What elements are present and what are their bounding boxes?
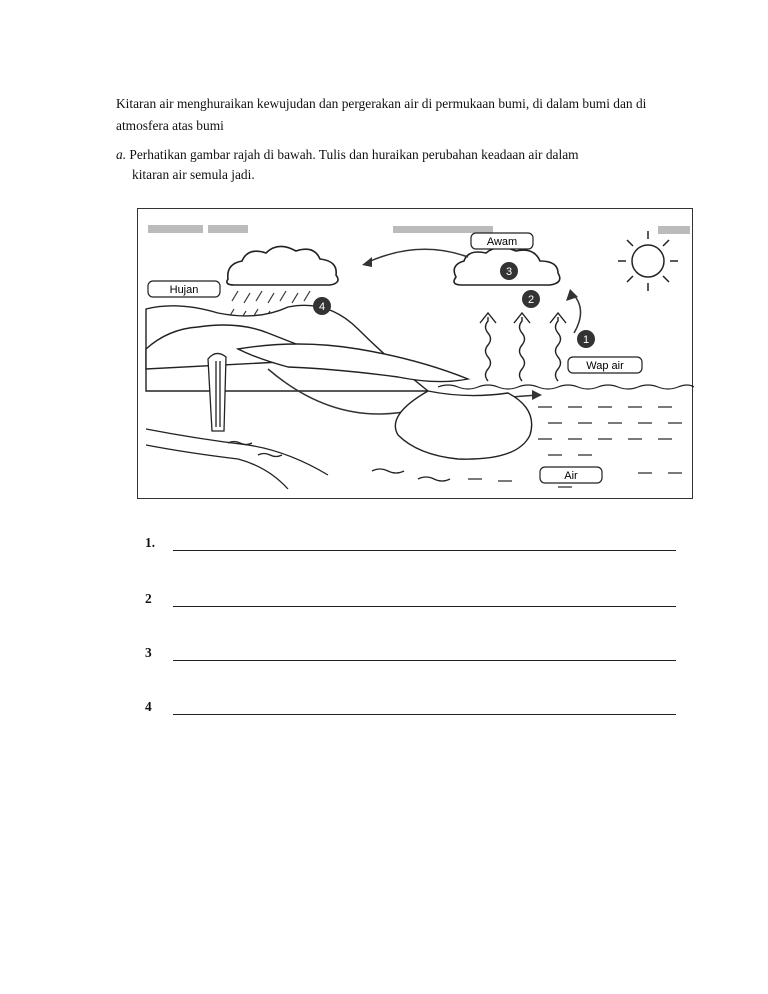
answer-number: 2 [145,591,152,606]
question-a [116,145,696,185]
answer-line-4[interactable] [173,714,676,715]
answer-row-1 [145,535,677,557]
sun-icon [618,231,678,291]
mountains [146,305,468,391]
answer-row-4 [145,699,677,721]
label-air [540,467,602,483]
question-line-2: kitaran air semula jadi. [132,167,255,182]
rain-cloud-icon [227,246,338,285]
answer-number: 1. [145,535,156,550]
condensation-arrowhead [362,257,372,267]
answer-number: 3 [145,645,152,660]
answer-row-3 [145,645,677,667]
marker-1-text: 1 [582,334,590,346]
label-air-text: Air [564,470,578,482]
rising-vapour-arrow [572,293,581,333]
condensation-arrow [366,249,468,263]
sea-surface [438,385,694,389]
label-awam [471,233,533,249]
evaporation-arrows [486,317,561,381]
shoreline [395,391,531,459]
marker-3 [500,262,518,280]
answer-number: 4 [145,699,152,714]
label-wap-air-text: Wap air [586,360,624,372]
answer-row-2 [145,591,677,613]
label-hujan-text: Hujan [169,284,199,296]
scan-artifact-header [148,225,690,234]
marker-3-text: 3 [505,266,513,278]
intro-paragraph: Kitaran air menghuraikan kewujudan dan pergerakan air di permukaan bumi, di dalam bumi dan di atmosfera atas bumi [116,96,647,133]
marker-4 [313,297,331,315]
answer-line-2[interactable] [173,606,676,607]
answer-line-3[interactable] [173,660,676,661]
marker-1 [577,330,595,348]
evaporation-arrowheads [480,313,566,323]
water-cycle-illustration [138,209,694,500]
marker-2-text: 2 [527,294,535,306]
marker-2 [522,290,540,308]
answer-line-1[interactable] [173,550,676,551]
label-hujan [148,281,220,297]
question-letter: a. [116,147,127,162]
runoff-arrowhead [532,390,542,400]
water-cycle-diagram [137,208,693,499]
question-line-1: Perhatikan gambar rajah di bawah. Tulis dan huraikan perubahan keadaan air dalam [129,147,579,162]
label-wap-air [568,357,642,373]
marker-4-text: 4 [318,301,326,313]
label-awam-text: Awam [486,236,518,248]
waterfall [208,353,226,431]
